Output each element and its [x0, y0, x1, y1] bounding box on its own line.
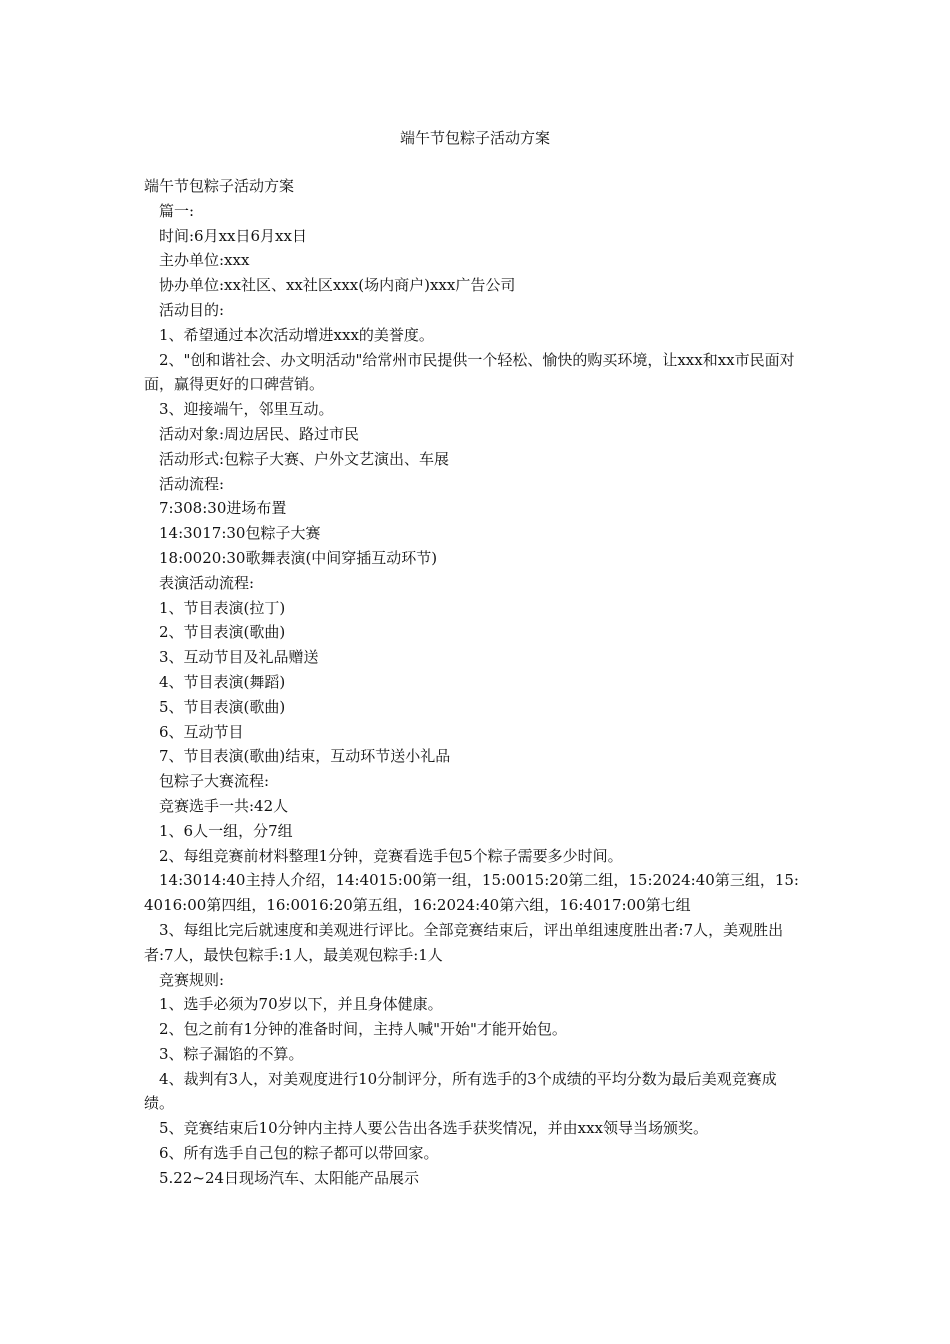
paragraph: 18:0020:30歌舞表演(中间穿插互动环节): [159, 548, 438, 567]
paragraph: 1、选手必须为70岁以下，并且身体健康。: [159, 995, 443, 1014]
paragraph: 活动目的:: [159, 300, 225, 319]
document-body: [144, 174, 800, 1191]
paragraph: 2、包之前有1分钟的准备时间，主持人喊"开始"才能开始包。: [159, 1020, 567, 1039]
paragraph: 1、6人一组，分7组: [159, 821, 293, 840]
paragraph: 活动流程:: [159, 474, 225, 493]
paragraph: 14:3014:40主持人介绍，14:4015:00第一组，15:0015:20第二组，15:2024:40第三组，15:4016:00第四组，16:0016:20第五组，16:2024:40第六组，16:4017:00第七组: [144, 871, 799, 915]
paragraph: 5、竞赛结束后10分钟内主持人要公告出各选手获奖情况，并由xxx领导当场颁奖。: [159, 1119, 709, 1138]
paragraph: 1、希望通过本次活动增进xxx的美誉度。: [159, 325, 434, 344]
paragraph: 2、"创和谐社会、办文明活动"给常州市民提供一个轻松、愉快的购买环境，让xxx和xx市民面对面，赢得更好的口碑营销。: [144, 350, 795, 394]
paragraph: 3、粽子漏馅的不算。: [159, 1044, 304, 1063]
paragraph: 3、每组比完后就速度和美观进行评比。全部竞赛结束后，评出单组速度胜出者:7人，美观胜出者:7人，最快包粽手:1人，最美观包粽手:1人: [144, 920, 784, 964]
document-title: 端午节包粽子活动方案: [399, 129, 550, 147]
paragraph: 6、互动节目: [159, 722, 244, 741]
paragraph: 活动对象:周边居民、路过市民: [159, 424, 360, 443]
paragraph: 2、每组竞赛前材料整理1分钟，竞赛看选手包5个粽子需要多少时间。: [159, 846, 623, 865]
paragraph: 包粽子大赛流程:: [159, 772, 270, 791]
paragraph: 4、节目表演(舞蹈): [159, 672, 286, 691]
paragraph: 主办单位:xxx: [159, 251, 250, 270]
paragraph: 2、节目表演(歌曲): [159, 623, 286, 642]
paragraph: 1、节目表演(拉丁): [159, 598, 286, 617]
paragraph: 5、节目表演(歌曲): [159, 697, 286, 716]
paragraph: 14:3017:30包粽子大赛: [159, 524, 321, 543]
paragraph: 竞赛规则:: [159, 970, 225, 989]
paragraph: 6、所有选手自己包的粽子都可以带回家。: [159, 1144, 439, 1163]
paragraph: 篇一:: [159, 201, 195, 220]
paragraph: 活动形式:包粽子大赛、户外文艺演出、车展: [159, 449, 450, 468]
paragraph: 3、互动节目及礼品赠送: [159, 648, 319, 667]
paragraph: 7:308:30进场布置: [159, 499, 287, 518]
paragraph: 4、裁判有3人，对美观度进行10分制评分，所有选手的3个成绩的平均分数为最后美观竞赛成绩。: [144, 1069, 777, 1113]
paragraph: 3、迎接端午，邻里互动。: [159, 400, 334, 419]
paragraph: 时间:6月xx日6月xx日: [159, 226, 307, 245]
paragraph: 5.22~24日现场汽车、太阳能产品展示: [159, 1168, 420, 1187]
paragraph: 7、节目表演(歌曲)结束，互动环节送小礼品: [159, 747, 451, 766]
document-heading: 端午节包粽子活动方案: [144, 177, 295, 195]
paragraph: 协办单位:xx社区、xx社区xxx(场内商户)xxx广告公司: [159, 276, 516, 295]
paragraph: 表演活动流程:: [159, 573, 255, 592]
paragraph: 竞赛选手一共:42人: [159, 796, 289, 815]
